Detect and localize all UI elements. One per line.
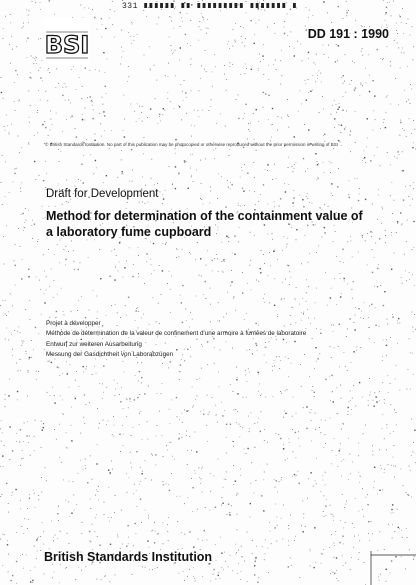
draft-label: Draft for Development <box>46 188 159 200</box>
document-number: DD 191 : 1990 <box>307 27 389 41</box>
publisher-name: British Standards Institution <box>44 550 213 564</box>
document-title-line-1: Method for determination of the containment value of <box>46 209 363 223</box>
bsi-logo <box>44 18 90 66</box>
barcode-text: 331 ∎∎∎∎∎∎ ∎∎ ∎∎∎∎∎∎∎∎∎ ∎∎∎∎∎∎∎ ∎ <box>122 2 298 11</box>
german-draft-label: Entwurf zur weiteren Ausarbeitung <box>46 341 142 348</box>
french-draft-label: Projet à développer <box>46 320 101 327</box>
french-title: Méthode de détermination de la valeur de confinement d'une armoire à fumées de laboratoire <box>46 330 307 337</box>
german-title: Messung der Gasdichtheit von Laborabzügen <box>46 351 174 358</box>
copyright-notice: © British Standards Institution. No part of this publication may be photocopied or otherwise reproduced without the prior permission in writing of BSI <box>45 142 338 147</box>
bsi-logo-lettering: BSI <box>44 31 90 59</box>
document-title-line-2: a laboratory fume cupboard <box>46 225 212 239</box>
header-barcode-strip <box>122 1 416 11</box>
corner-stamp <box>366 551 416 585</box>
